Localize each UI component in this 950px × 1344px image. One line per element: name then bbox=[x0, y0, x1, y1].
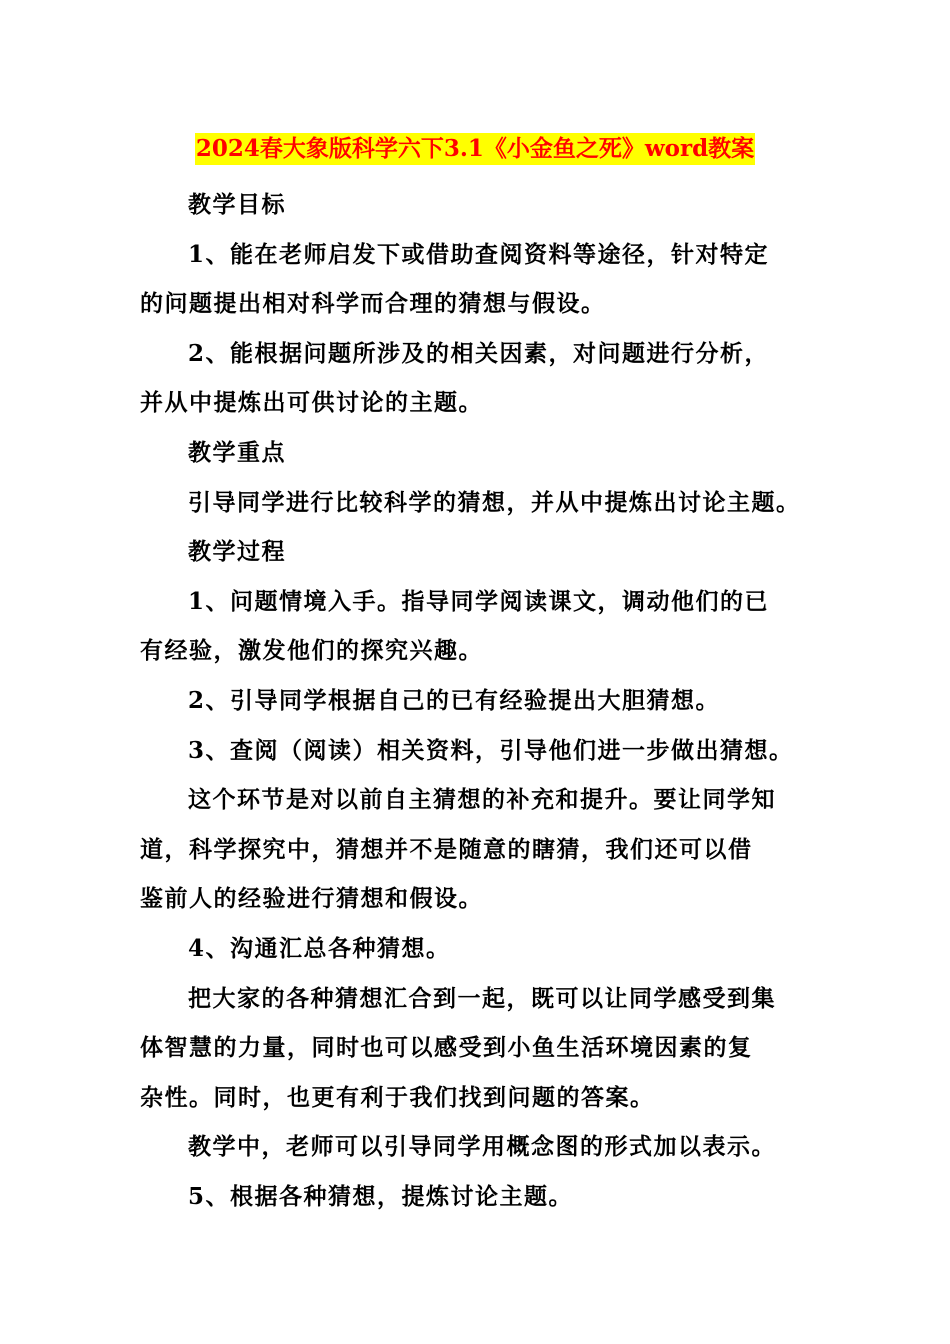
heading-teaching-goals: 教学目标 bbox=[188, 191, 286, 218]
process-4-note-line-1: 把大家的各种猜想汇合到一起，既可以让同学感受到集 bbox=[188, 984, 776, 1012]
document-title: 2024春大象版科学六下3.1《小金鱼之死》word教案 bbox=[195, 133, 755, 165]
goal-1-line-2: 的问题提出相对科学而合理的猜想与假设。 bbox=[140, 290, 606, 318]
process-3: 3、查阅（阅读）相关资料，引导他们进一步做出猜想。 bbox=[188, 736, 794, 764]
goal-2-line-2: 并从中提炼出可供讨论的主题。 bbox=[140, 389, 483, 417]
process-4-note-line-3: 杂性。同时，也更有利于我们找到问题的答案。 bbox=[140, 1083, 655, 1111]
process-5: 5、根据各种猜想，提炼讨论主题。 bbox=[188, 1182, 574, 1210]
process-1-line-1: 1、问题情境入手。指导同学阅读课文，调动他们的已 bbox=[188, 587, 770, 615]
process-3-note-line-3: 鉴前人的经验进行猜想和假设。 bbox=[140, 885, 483, 913]
process-3-note-line-2: 道，科学探究中，猜想并不是随意的瞎猜，我们还可以借 bbox=[140, 835, 753, 863]
process-2: 2、引导同学根据自己的已有经验提出大胆猜想。 bbox=[188, 686, 721, 714]
goal-2-line-1: 2、能根据问题所涉及的相关因素，对问题进行分析， bbox=[188, 339, 770, 367]
focus-text: 引导同学进行比较科学的猜想，并从中提炼出讨论主题。 bbox=[188, 488, 801, 516]
document-body bbox=[140, 180, 830, 1221]
heading-teaching-process: 教学过程 bbox=[188, 538, 286, 566]
process-4: 4、沟通汇总各种猜想。 bbox=[188, 934, 451, 962]
heading-teaching-focus: 教学重点 bbox=[188, 438, 286, 466]
process-4-concept-map-note: 教学中，老师可以引导同学用概念图的形式加以表示。 bbox=[188, 1133, 776, 1161]
title-container bbox=[0, 133, 950, 165]
goal-1-line-1: 1、能在老师启发下或借助查阅资料等途径，针对特定 bbox=[188, 240, 770, 268]
process-1-line-2: 有经验，激发他们的探究兴趣。 bbox=[140, 637, 483, 665]
process-4-note-line-2: 体智慧的力量，同时也可以感受到小鱼生活环境因素的复 bbox=[140, 1034, 753, 1062]
process-3-note-line-1: 这个环节是对以前自主猜想的补充和提升。要让同学知 bbox=[188, 786, 776, 814]
